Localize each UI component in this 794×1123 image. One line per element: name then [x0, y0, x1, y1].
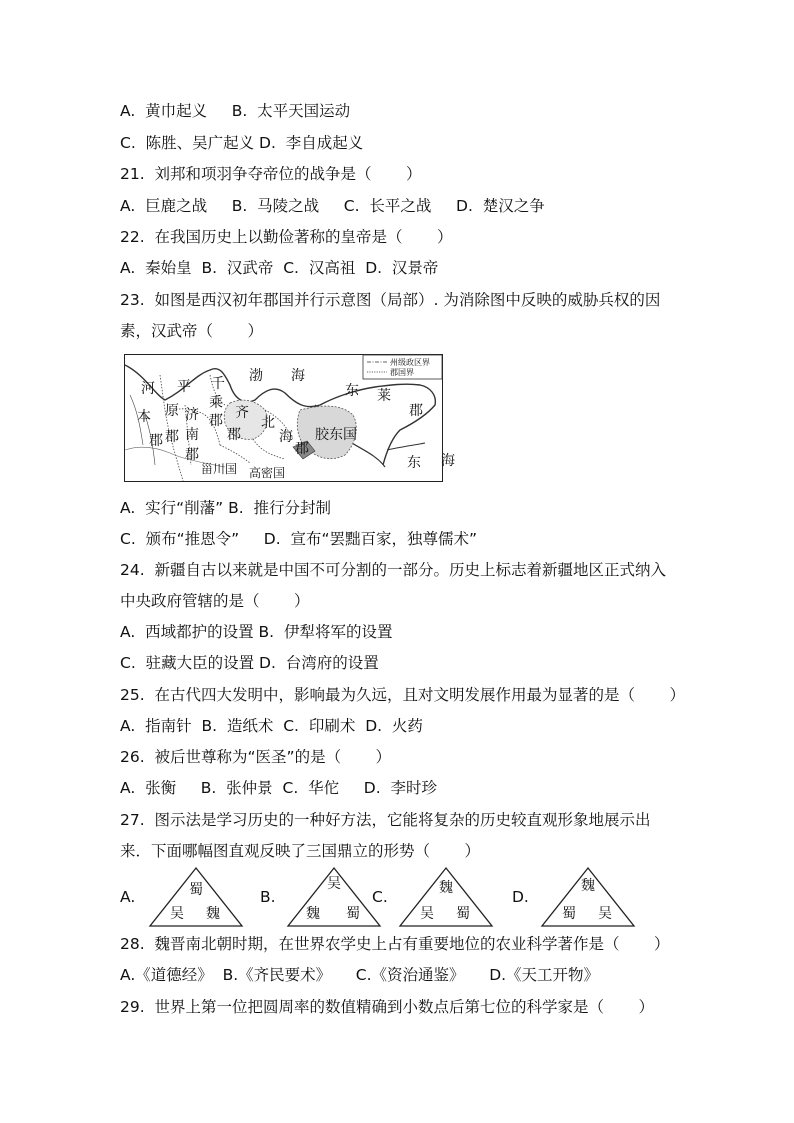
map-label-hai: 海	[441, 453, 455, 469]
map-label-qi: 齐	[235, 405, 249, 421]
question-28-options: A.《道德经》 B.《齐民要术》 C.《资治通鉴》 D.《天工开物》	[120, 966, 600, 984]
triangle-a-top: 蜀	[189, 882, 203, 898]
triangle-a-right: 魏	[206, 906, 220, 922]
legend-commandery-boundary: 郡国界	[390, 368, 414, 377]
question-27-line2: 来．下面哪幅图直观反映了三国鼎立的形势（ ）	[120, 842, 480, 860]
triangle-a-left: 吴	[170, 906, 184, 922]
triangle-d-left: 蜀	[562, 906, 576, 922]
question-22-options: A. 秦始皇 B. 汉武帝 C. 汉高祖 D. 汉景帝	[120, 259, 439, 277]
map-label-jun: 郡	[227, 427, 241, 443]
map-label-jun: 郡	[165, 429, 179, 445]
western-han-map	[124, 354, 455, 482]
map-label-dong: 东	[407, 455, 421, 471]
map-label-jiaodong: 胶东国	[315, 427, 357, 443]
question-29: 29. 世界上第一位把圆周率的数值精确到小数点后第七位的科学家是（ ）	[120, 998, 654, 1016]
map-label-hai: 海	[291, 368, 305, 384]
question-21-options: A. 巨鹿之战 B. 马陵之战 C. 长平之战 D. 楚汉之争	[120, 197, 545, 215]
question-25: 25. 在古代四大发明中，影响最为久远，且对文明发展作用最为显著的是（ ）	[120, 686, 685, 704]
map-label-jun: 郡	[185, 447, 199, 463]
triangle-c-top: 魏	[439, 880, 453, 896]
question-22: 22. 在我国历史上以勤俭著称的皇帝是（ ）	[120, 228, 453, 246]
question-23-options-line1: A. 实行“削藩” B. 推行分封制	[120, 499, 332, 517]
map-label-ji: 济	[185, 407, 199, 423]
map-label-sheng: 乘	[209, 395, 223, 411]
question-26-options: A. 张衡 B. 张仲景 C. 华佗 D. 李时珍	[120, 779, 437, 797]
map-label-nan: 南	[185, 427, 199, 443]
map-label-gaomi: 高密国	[249, 466, 286, 480]
question-25-options: A. 指南针 B. 造纸术 C. 印刷术 D. 火药	[120, 717, 423, 735]
triangle-option-a	[148, 866, 244, 928]
map-label-jun: 郡	[209, 413, 223, 429]
map-label-he: 河	[141, 381, 155, 397]
question-23-line2: 素，汉武帝（ ）	[120, 322, 263, 340]
map-label-bo: 渤	[249, 368, 263, 384]
map-label-hai: 海	[279, 429, 293, 445]
map-label-jun: 郡	[295, 441, 309, 457]
question-21: 21. 刘邦和项羽争夺帝位的战争是（ ）	[120, 165, 422, 183]
triangle-option-b	[286, 866, 382, 928]
question-23-line1: 23. 如图是西汉初年郡国并行示意图（局部）. 为消除图中反映的威胁兵权的因	[120, 291, 661, 309]
map-label-ben: 本	[137, 409, 151, 425]
legend-provincial-boundary: 州级政区界	[390, 358, 430, 367]
option-letter-a: A.	[120, 888, 136, 906]
map-label-jun: 郡	[149, 433, 163, 449]
triangle-b-right: 蜀	[346, 906, 360, 922]
triangle-c-right: 蜀	[456, 906, 470, 922]
triangle-b-top: 吴	[327, 876, 341, 892]
map-label-qian: 千	[211, 376, 225, 392]
map-label-lai: 莱	[377, 388, 391, 404]
triangle-d-right: 吴	[598, 906, 612, 922]
triangle-d-top: 魏	[581, 878, 595, 894]
q20-options-line1: A. 黄巾起义 B. 太平天国运动	[120, 102, 351, 120]
question-24-options-line1: A. 西域都护的设置 B. 伊犁将军的设置	[120, 623, 393, 641]
triangle-b-left: 魏	[306, 906, 320, 922]
q20-options-line2: C. 陈胜、吴广起义 D. 李自成起义	[120, 134, 364, 152]
map-label-ping: 平	[177, 379, 191, 395]
question-24-line1: 24. 新疆自古以来就是中国不可分割的一部分。历史上标志着新疆地区正式纳入	[120, 561, 667, 579]
option-letter-b: B.	[260, 888, 276, 906]
map-label-dong: 东	[345, 383, 359, 399]
question-24-options-line2: C. 驻藏大臣的设置 D. 台湾府的设置	[120, 654, 379, 672]
triangle-option-c	[398, 866, 494, 928]
question-26: 26. 被后世尊称为“医圣”的是（ ）	[120, 748, 392, 766]
question-27-line1: 27. 图示法是学习历史的一种好方法，它能将复杂的历史较直观形象地展示出	[120, 811, 651, 829]
question-28: 28. 魏晋南北朝时期，在世界农学史上占有重要地位的农业科学著作是（ ）	[120, 935, 670, 953]
question-24-line2: 中央政府管辖的是（ ）	[120, 592, 310, 610]
map-label-zichuan: 甾川国	[201, 462, 238, 476]
map-label-bei: 北	[261, 415, 275, 431]
question-23-options-line2: C. 颁布“推恩令” D. 宣布“罢黜百家，独尊儒术”	[120, 530, 478, 548]
triangle-option-d	[540, 866, 636, 928]
option-letter-c: C.	[372, 888, 388, 906]
map-label-yuan: 原	[165, 403, 179, 419]
triangle-c-left: 吴	[420, 906, 434, 922]
map-label-jun: 郡	[409, 403, 423, 419]
question-27-triangle-options	[120, 866, 680, 930]
option-letter-d: D.	[512, 888, 529, 906]
